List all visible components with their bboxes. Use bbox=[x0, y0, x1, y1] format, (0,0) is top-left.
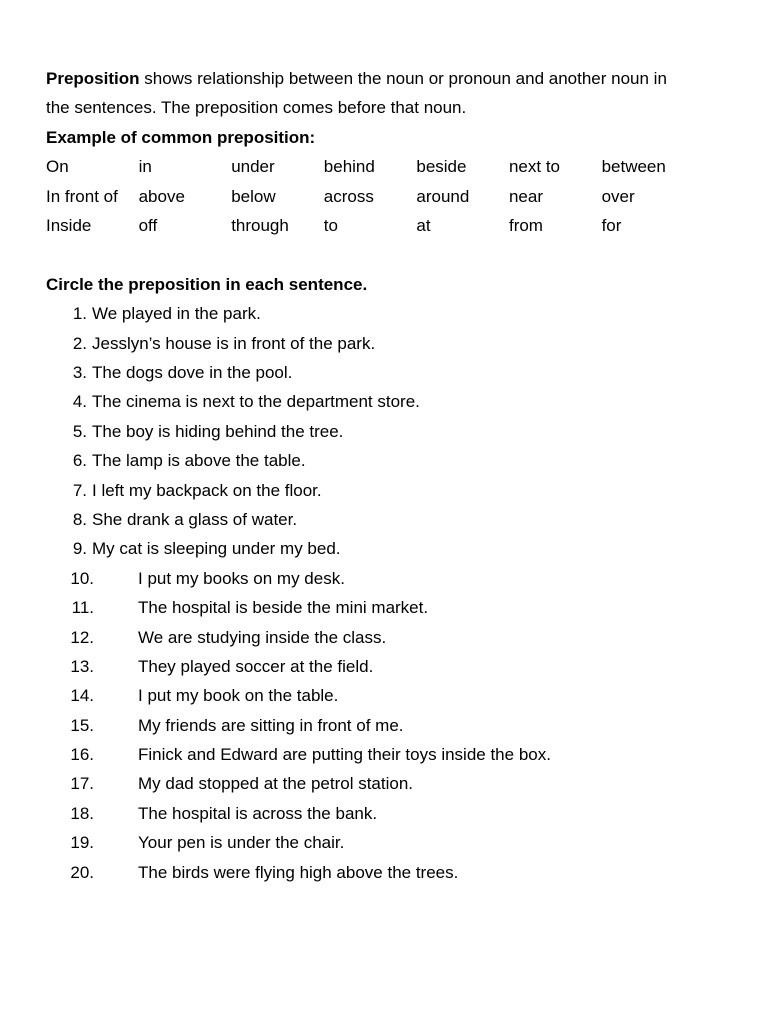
preposition-table bbox=[46, 152, 694, 240]
exercise-sentence: The boy is hiding behind the tree. bbox=[92, 421, 344, 441]
exercise-number: 19. bbox=[70, 833, 94, 853]
exercise-sentence: Your pen is under the chair. bbox=[138, 833, 345, 853]
examples-heading: Example of common preposition: bbox=[46, 127, 316, 147]
preposition-cell: under bbox=[231, 157, 275, 177]
exercise-number: 2. bbox=[72, 333, 87, 353]
exercise-item bbox=[46, 505, 726, 534]
exercise-sentence: The birds were flying high above the trees. bbox=[138, 862, 459, 882]
preposition-cell: off bbox=[138, 216, 158, 236]
preposition-cell: to bbox=[323, 216, 338, 236]
exercise-item bbox=[46, 387, 726, 416]
intro-line1-rest: shows relationship between the noun or pronoun and another noun in bbox=[139, 69, 667, 88]
exercise-item bbox=[46, 534, 726, 563]
exercise-sentence: The lamp is above the table. bbox=[92, 451, 306, 471]
exercise-number: 8. bbox=[72, 509, 87, 529]
preposition-cell: behind bbox=[323, 157, 375, 177]
exercise-item bbox=[46, 358, 726, 387]
exercise-item bbox=[46, 329, 726, 358]
preposition-cell: through bbox=[231, 216, 289, 236]
exercise-number: 12. bbox=[70, 627, 94, 647]
exercise-sentence: They played soccer at the field. bbox=[138, 656, 374, 676]
exercise-sentence: The dogs dove in the pool. bbox=[92, 363, 293, 383]
preposition-cell: at bbox=[416, 216, 431, 236]
exercise-number: 1. bbox=[72, 304, 87, 324]
preposition-cell: for bbox=[601, 216, 622, 236]
exercise-item bbox=[46, 476, 726, 505]
preposition-cell: Inside bbox=[46, 216, 92, 236]
exercise-sentence: My friends are sitting in front of me. bbox=[138, 715, 404, 735]
exercise-item bbox=[46, 593, 726, 622]
exercise-item bbox=[46, 711, 726, 740]
exercise-sentence: Finick and Edward are putting their toys inside the box. bbox=[138, 745, 551, 765]
exercise-number: 17. bbox=[70, 774, 94, 794]
exercise-number: 10. bbox=[70, 568, 94, 588]
exercise-sentence: The cinema is next to the department store. bbox=[92, 392, 420, 412]
exercise-number: 4. bbox=[72, 392, 87, 412]
preposition-cell: beside bbox=[416, 157, 467, 177]
exercise-sentence: I put my book on the table. bbox=[138, 686, 339, 706]
exercise-sentence: I left my backpack on the floor. bbox=[92, 480, 322, 500]
exercise-item bbox=[46, 769, 726, 798]
exercise-number: 5. bbox=[72, 421, 87, 441]
exercise-number: 9. bbox=[72, 539, 87, 559]
exercise-item bbox=[46, 799, 726, 828]
preposition-cell: below bbox=[231, 186, 276, 206]
worksheet-page bbox=[46, 64, 726, 887]
preposition-row bbox=[46, 152, 694, 181]
preposition-cell: near bbox=[508, 186, 543, 206]
preposition-row bbox=[46, 182, 694, 211]
exercise-heading: Circle the preposition in each sentence. bbox=[46, 274, 368, 294]
exercise-number: 13. bbox=[70, 656, 94, 676]
exercise-sentence: My dad stopped at the petrol station. bbox=[138, 774, 414, 794]
exercise-sentence: She drank a glass of water. bbox=[92, 509, 298, 529]
exercise-item bbox=[46, 740, 726, 769]
exercise-item bbox=[46, 858, 726, 887]
intro-paragraph bbox=[46, 64, 726, 123]
exercise-sentence: The hospital is beside the mini market. bbox=[138, 598, 429, 618]
exercise-item bbox=[46, 623, 726, 652]
exercise-item bbox=[46, 446, 726, 475]
exercise-number: 15. bbox=[70, 715, 94, 735]
preposition-cell: in bbox=[138, 157, 152, 177]
exercise-number: 16. bbox=[70, 745, 94, 765]
exercise-sentence: I put my books on my desk. bbox=[138, 568, 345, 588]
exercise-item bbox=[46, 417, 726, 446]
preposition-row bbox=[46, 211, 694, 240]
preposition-cell: In front of bbox=[46, 186, 118, 206]
section-spacer bbox=[46, 240, 726, 269]
exercise-sentence: The hospital is across the bank. bbox=[138, 803, 378, 823]
exercise-number: 14. bbox=[70, 686, 94, 706]
exercise-number: 18. bbox=[70, 803, 94, 823]
preposition-cell: from bbox=[508, 216, 543, 236]
preposition-cell: around bbox=[416, 186, 470, 206]
exercise-item bbox=[46, 652, 726, 681]
intro-term: Preposition bbox=[46, 69, 140, 88]
preposition-cell: between bbox=[601, 157, 666, 177]
intro-line2: the sentences. The preposition comes before that noun. bbox=[46, 98, 467, 118]
exercise-item bbox=[46, 299, 726, 328]
exercise-number: 3. bbox=[72, 363, 87, 383]
exercise-item bbox=[46, 564, 726, 593]
exercise-item bbox=[46, 828, 726, 857]
preposition-cell: across bbox=[323, 186, 374, 206]
exercise-number: 11. bbox=[71, 598, 94, 618]
exercise-sentence: My cat is sleeping under my bed. bbox=[92, 539, 341, 559]
exercise-list bbox=[46, 299, 726, 887]
exercise-sentence: We are studying inside the class. bbox=[138, 627, 387, 647]
exercise-number: 20. bbox=[70, 862, 94, 882]
exercise-number: 6. bbox=[72, 451, 87, 471]
preposition-cell: next to bbox=[508, 157, 561, 177]
exercise-item bbox=[46, 681, 726, 710]
preposition-cell: above bbox=[138, 186, 185, 206]
preposition-cell: On bbox=[46, 157, 69, 177]
exercise-sentence: Jesslyn’s house is in front of the park. bbox=[92, 333, 376, 353]
preposition-cell: over bbox=[601, 186, 635, 206]
exercise-number: 7. bbox=[72, 480, 87, 500]
exercise-sentence: We played in the park. bbox=[92, 304, 261, 324]
